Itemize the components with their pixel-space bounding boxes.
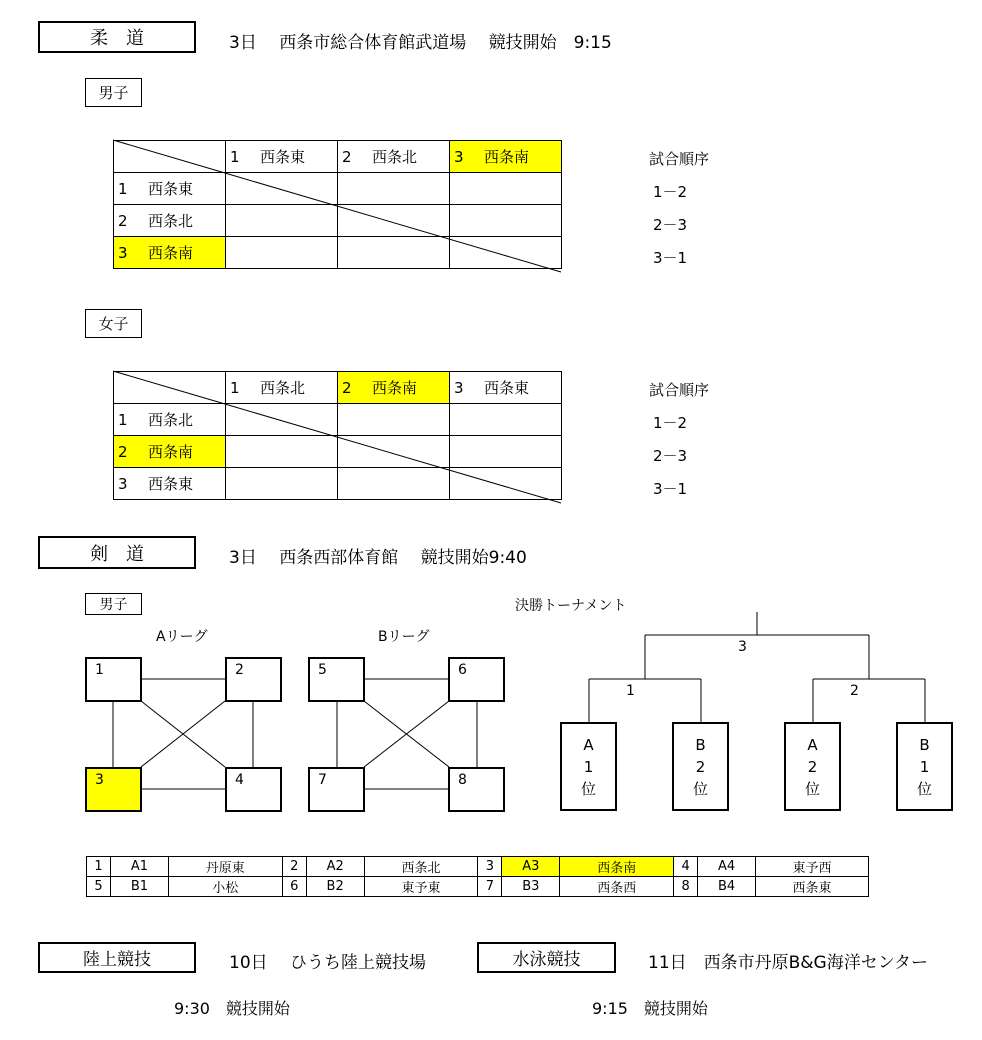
team-code: A1 — [110, 857, 168, 877]
league-b-box-8: 8 — [448, 767, 505, 812]
swimming-start: 9:15 競技開始 — [592, 999, 708, 1018]
swimming-header — [477, 942, 616, 973]
judo-women-order-title: 試合順序 — [649, 381, 710, 399]
col-header-highlighted: 3 西条南 — [450, 141, 562, 173]
team-no: 3 — [478, 857, 502, 877]
judo-men-order-2: 2－3 — [653, 216, 688, 234]
final-match-3: 3 — [738, 639, 747, 655]
team-name: 東予東 — [364, 877, 478, 897]
final-title: 決勝トーナメント — [515, 598, 627, 614]
final-slot-b1: B 1 位 — [896, 722, 953, 811]
final-slot-a1: A 1 位 — [560, 722, 617, 811]
league-a-box-4: 4 — [225, 767, 282, 812]
team-row — [87, 857, 869, 877]
judo-men-order-3: 3－1 — [653, 249, 688, 267]
league-a-box-3-highlighted: 3 — [85, 767, 142, 812]
judo-men-order-1: 1－2 — [653, 183, 688, 201]
team-name-highlighted: 西条南 — [560, 857, 674, 877]
team-name: 西条西 — [560, 877, 674, 897]
league-b-box-6: 6 — [448, 657, 505, 702]
col-header: 3 西条東 — [450, 372, 562, 404]
team-code: A2 — [306, 857, 364, 877]
judo-women-order-2: 2－3 — [653, 447, 688, 465]
team-name: 小松 — [168, 877, 282, 897]
league-a-box-2: 2 — [225, 657, 282, 702]
col-header: 2 西条北 — [338, 141, 450, 173]
team-code-highlighted: A3 — [502, 857, 560, 877]
team-no: 7 — [478, 877, 502, 897]
team-no: 2 — [282, 857, 306, 877]
team-name: 丹原東 — [168, 857, 282, 877]
kendo-team-table — [86, 856, 869, 897]
row-header-highlighted: 2 西条南 — [114, 436, 226, 468]
kendo-info: 3日 西条西部体育館 競技開始9:40 — [229, 548, 527, 568]
team-code: B2 — [306, 877, 364, 897]
team-name: 東予西 — [756, 857, 869, 877]
team-code: B3 — [502, 877, 560, 897]
team-name: 西条北 — [364, 857, 478, 877]
row-header: 3 西条東 — [114, 468, 226, 500]
judo-women-order-3: 3－1 — [653, 480, 688, 498]
judo-men-order-title: 試合順序 — [649, 150, 710, 168]
col-header: 1 西条東 — [226, 141, 338, 173]
athletics-start: 9:30 競技開始 — [174, 999, 290, 1018]
team-code: B4 — [698, 877, 756, 897]
row-header-highlighted: 3 西条南 — [114, 237, 226, 269]
team-no: 6 — [282, 877, 306, 897]
final-match-1: 1 — [626, 683, 635, 699]
row-header: 1 西条東 — [114, 173, 226, 205]
final-slot-a2: A 2 位 — [784, 722, 841, 811]
team-no: 5 — [87, 877, 111, 897]
col-header: 1 西条北 — [226, 372, 338, 404]
swimming-info: 11日 西条市丹原B&G海洋センター — [648, 953, 929, 973]
team-row — [87, 877, 869, 897]
swimming-header-label: 水泳競技 — [512, 950, 581, 970]
row-header: 2 西条北 — [114, 205, 226, 237]
judo-women-order-1: 1－2 — [653, 414, 688, 432]
final-match-2: 2 — [850, 683, 859, 699]
league-b-box-5: 5 — [308, 657, 365, 702]
row-header: 1 西条北 — [114, 404, 226, 436]
team-no: 8 — [674, 877, 698, 897]
kendo-men-label-text: 男子 — [99, 597, 128, 613]
team-code: B1 — [110, 877, 168, 897]
team-no: 4 — [674, 857, 698, 877]
final-slot-b2: B 2 位 — [672, 722, 729, 811]
league-a-box-1: 1 — [85, 657, 142, 702]
col-header-highlighted: 2 西条南 — [338, 372, 450, 404]
athletics-header-label: 陸上競技 — [83, 950, 151, 970]
team-code: A4 — [698, 857, 756, 877]
league-a-title: Aリーグ — [156, 629, 208, 645]
kendo-header-label: 剣 道 — [90, 543, 144, 565]
athletics-header — [38, 942, 196, 973]
league-b-title: Bリーグ — [378, 629, 430, 645]
team-name: 西条東 — [756, 877, 869, 897]
judo-men-label-text: 男子 — [98, 84, 129, 102]
league-b-box-7: 7 — [308, 767, 365, 812]
athletics-info: 10日 ひうち陸上競技場 — [229, 953, 427, 973]
team-no: 1 — [87, 857, 111, 877]
judo-header-label: 柔 道 — [90, 28, 144, 49]
judo-women-label-text: 女子 — [98, 315, 129, 333]
judo-info: 3日 西条市総合体育館武道場 競技開始 9:15 — [229, 33, 612, 53]
